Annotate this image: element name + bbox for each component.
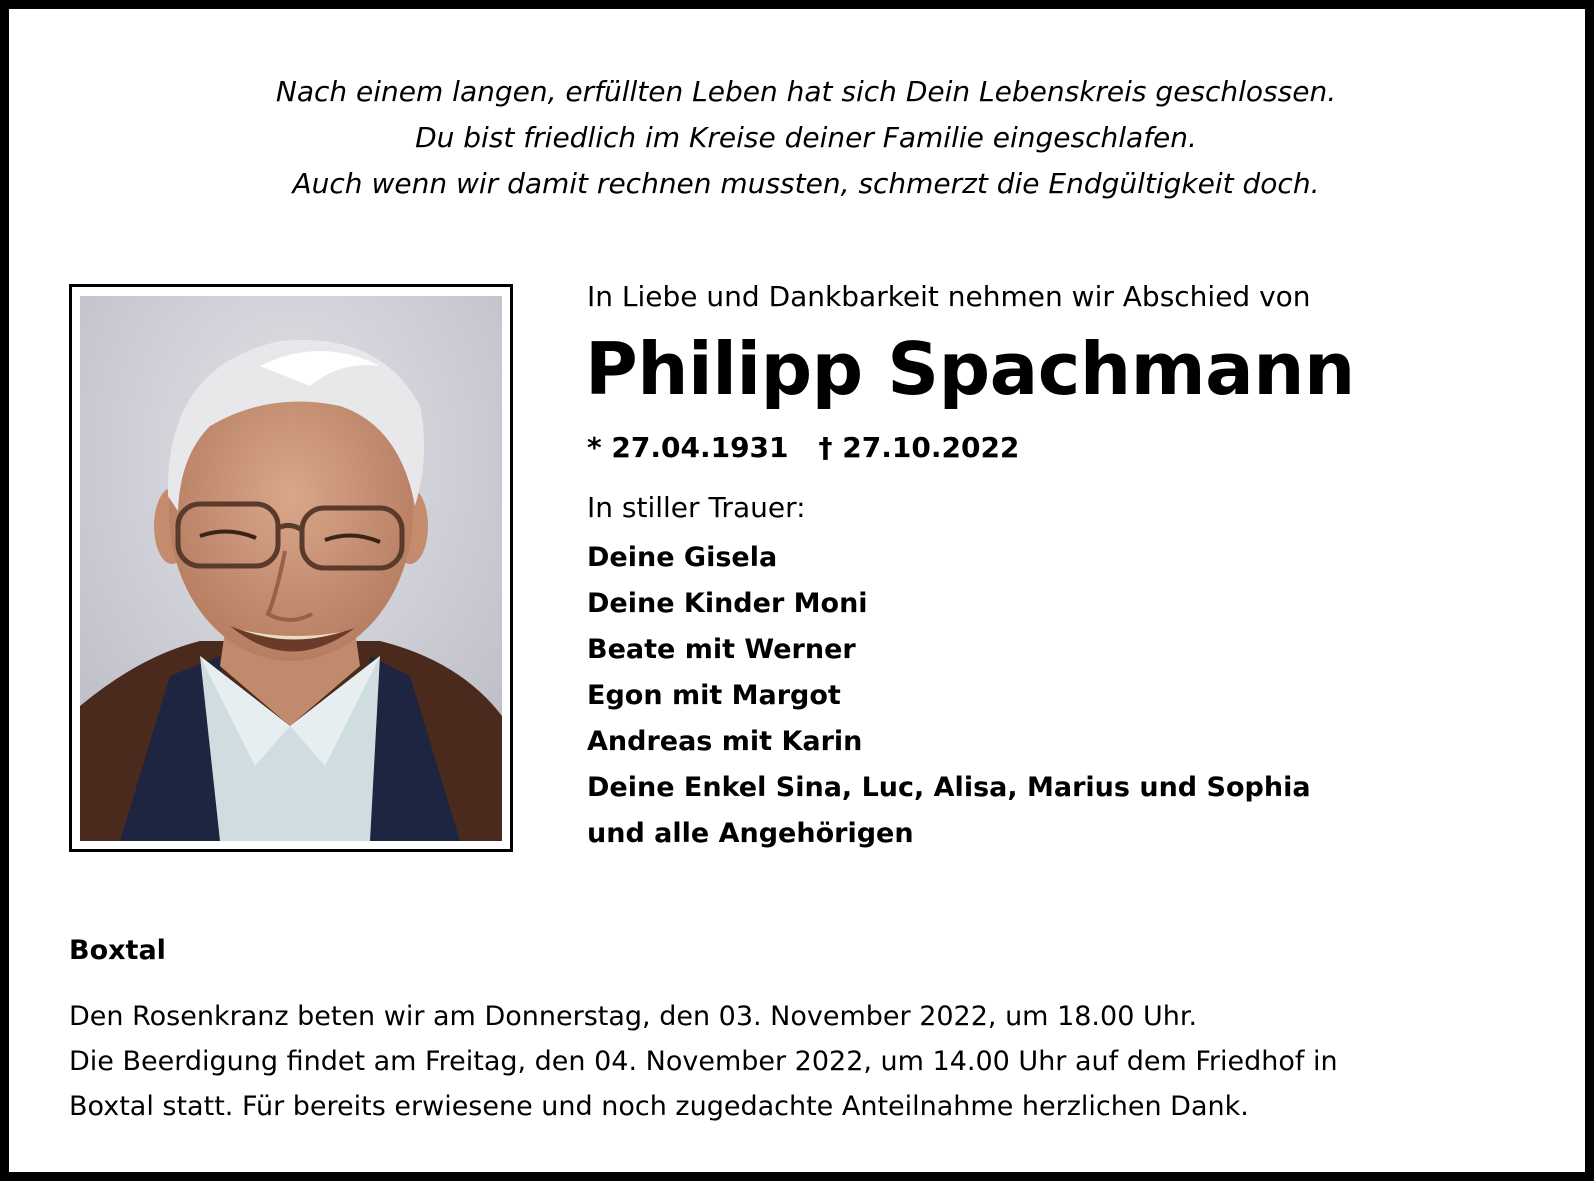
mourner-entry: Andreas mit Karin (587, 726, 863, 757)
mourner-entry: Deine Gisela (587, 542, 778, 573)
mourning-label: In stiller Trauer: (587, 491, 806, 524)
mourner-entry: Egon mit Margot (587, 680, 841, 711)
mourner-entry: Beate mit Werner (587, 634, 856, 665)
mourner-entry: Deine Kinder Moni (587, 588, 868, 619)
poem (9, 69, 1594, 207)
mourner-entry: Deine Enkel Sina, Luc, Alisa, Marius und Sophia (587, 772, 1311, 803)
life-dates (587, 431, 1019, 464)
death-date: † 27.10.2022 (818, 431, 1020, 464)
poem-line: Du bist friedlich im Kreise deiner Familie eingeschlafen. (415, 121, 1197, 154)
portrait-frame (69, 284, 513, 852)
portrait-photo (80, 296, 502, 841)
deceased-name: Philipp Spachmann (585, 327, 1355, 411)
birth-date: * 27.04.1931 (587, 431, 789, 464)
info-line: Boxtal statt. Für bereits erwiesene und noch zugedachte Anteilnahme herzlichen Dank. (69, 1091, 1249, 1122)
farewell-intro: In Liebe und Dankbarkeit nehmen wir Abschied von (587, 280, 1311, 313)
info-line: Die Beerdigung findet am Freitag, den 04. November 2022, um 14.00 Uhr auf dem Friedhof in (69, 1046, 1338, 1077)
mourner-entry: und alle Angehörigen (587, 818, 914, 849)
place-name: Boxtal (69, 935, 166, 966)
info-line: Den Rosenkranz beten wir am Donnerstag, den 03. November 2022, um 18.00 Uhr. (69, 1001, 1198, 1032)
poem-line: Auch wenn wir damit rechnen mussten, schmerzt die Endgültigkeit doch. (292, 167, 1320, 200)
funeral-info (69, 994, 1338, 1129)
poem-line: Nach einem langen, erfüllten Leben hat sich Dein Lebenskreis geschlossen. (275, 75, 1337, 108)
mourners-list (587, 535, 1311, 857)
